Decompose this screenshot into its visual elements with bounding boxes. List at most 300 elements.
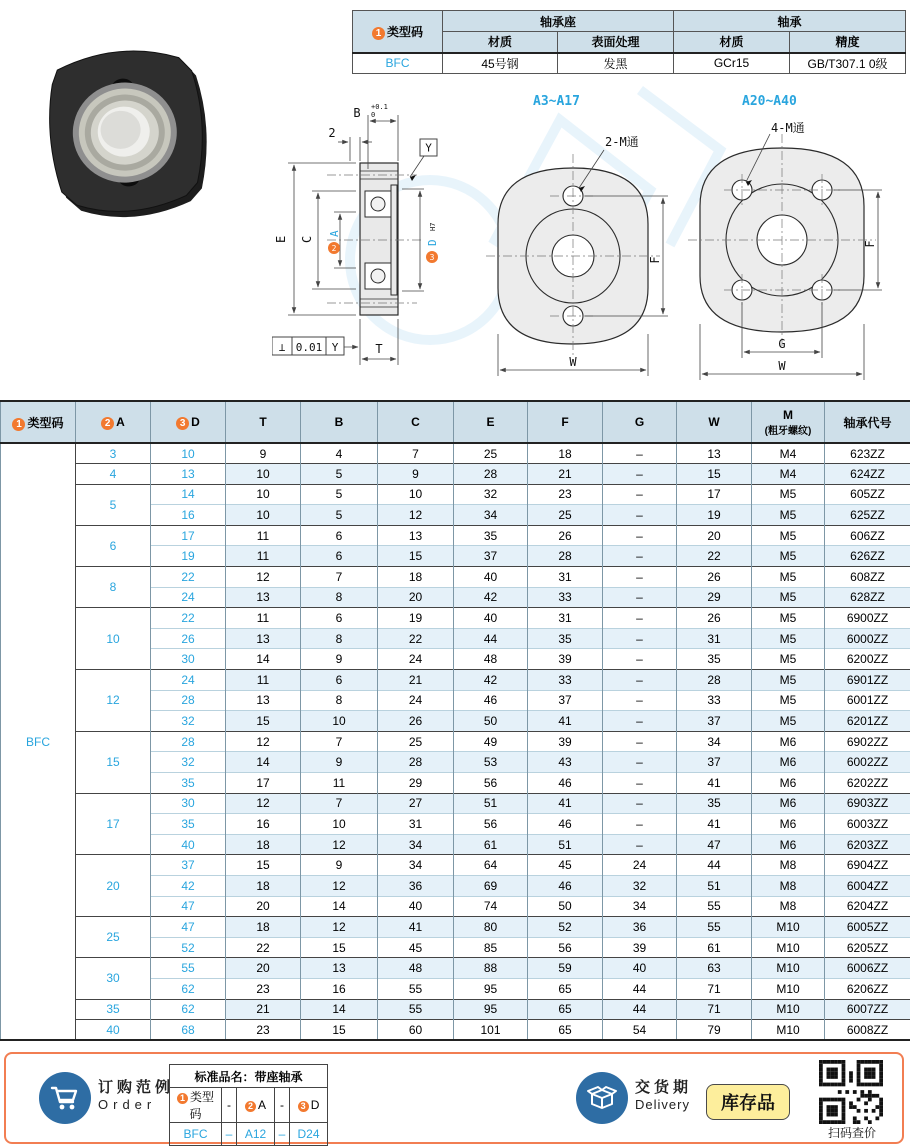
- spec-subheader: 材质: [443, 32, 558, 53]
- d-value-cell: 28: [151, 690, 226, 711]
- table-cell: 12: [301, 875, 378, 896]
- front-view-small-drawing: [478, 128, 678, 390]
- a-value-cell: 20: [76, 855, 151, 917]
- d-value-cell: 13: [151, 464, 226, 485]
- table-cell: M6: [752, 834, 825, 855]
- table-cell: 35: [454, 525, 528, 546]
- table-row: [1, 443, 910, 464]
- d-value-cell: 30: [151, 793, 226, 814]
- table-cell: M8: [752, 875, 825, 896]
- badge-1-icon: 1: [372, 27, 385, 40]
- d-value-cell: 14: [151, 484, 226, 505]
- table-cell: 10: [301, 814, 378, 835]
- table-cell: 8: [301, 628, 378, 649]
- column-header: 轴承代号: [825, 401, 910, 443]
- spec-subheader: 材质: [674, 32, 790, 53]
- dim-C-label: C: [300, 235, 314, 243]
- a-value-cell: 6: [76, 525, 151, 566]
- table-cell: 13: [226, 690, 301, 711]
- table-cell: 9: [378, 464, 454, 485]
- table-cell: 6005ZZ: [825, 917, 910, 938]
- table-cell: 11: [301, 773, 378, 794]
- table-cell: 27: [378, 793, 454, 814]
- table-cell: 24: [378, 690, 454, 711]
- table-cell: 52: [528, 917, 603, 938]
- table-cell: 44: [454, 628, 528, 649]
- table-cell: 6201ZZ: [825, 711, 910, 732]
- table-cell: M10: [752, 958, 825, 979]
- table-row: [1, 917, 910, 938]
- qr-code[interactable]: [819, 1060, 883, 1124]
- d-value-cell: 68: [151, 1020, 226, 1041]
- table-cell: 59: [528, 958, 603, 979]
- footer-box: [4, 1052, 904, 1144]
- table-cell: 5: [301, 484, 378, 505]
- tolerance-frame: [272, 337, 344, 355]
- table-cell: 623ZZ: [825, 443, 910, 464]
- table-cell: 45: [378, 937, 454, 958]
- order-table-header: [170, 1088, 328, 1123]
- dim-W-label: W: [778, 359, 786, 373]
- table-row: [1, 525, 910, 546]
- table-cell: 10: [378, 484, 454, 505]
- table-cell: 10: [226, 464, 301, 485]
- column-header: 2 A: [76, 401, 151, 443]
- spec-value: GB/T307.1 0级: [790, 53, 906, 74]
- column-header: F: [528, 401, 603, 443]
- table-cell: 31: [378, 814, 454, 835]
- badge-3-icon: 3: [176, 417, 189, 430]
- table-cell: 6902ZZ: [825, 731, 910, 752]
- d-value-cell: 52: [151, 937, 226, 958]
- table-cell: M5: [752, 484, 825, 505]
- table-cell: 34: [603, 896, 677, 917]
- delivery-box-icon: [576, 1072, 628, 1124]
- table-cell: 626ZZ: [825, 546, 910, 567]
- spec-table: [352, 10, 906, 74]
- table-cell: 25: [378, 731, 454, 752]
- table-cell: 40: [454, 608, 528, 629]
- table-cell: 8: [301, 587, 378, 608]
- table-cell: 65: [528, 999, 603, 1020]
- a-value-cell: 5: [76, 484, 151, 525]
- d-value-cell: 10: [151, 443, 226, 464]
- d-value-cell: 32: [151, 752, 226, 773]
- table-cell: 34: [454, 505, 528, 526]
- table-cell: 39: [603, 937, 677, 958]
- table-cell: 64: [454, 855, 528, 876]
- table-cell: M5: [752, 546, 825, 567]
- table-cell: 35: [677, 649, 752, 670]
- table-cell: 37: [454, 546, 528, 567]
- table-cell: 9: [301, 855, 378, 876]
- table-cell: 60: [378, 1020, 454, 1041]
- table-cell: 10: [226, 484, 301, 505]
- table-cell: 34: [378, 855, 454, 876]
- cart-icon: [39, 1072, 91, 1124]
- table-cell: 37: [528, 690, 603, 711]
- table-cell: 18: [528, 443, 603, 464]
- spec-subheader: 精度: [790, 32, 906, 53]
- column-header: C: [378, 401, 454, 443]
- table-cell: 35: [677, 793, 752, 814]
- table-cell: 9: [301, 649, 378, 670]
- d-value-cell: 22: [151, 567, 226, 588]
- column-header: M (粗牙螺纹): [752, 401, 825, 443]
- order-value: –: [275, 1123, 290, 1146]
- table-cell: 23: [226, 1020, 301, 1041]
- dim-B-tol-lower: 0: [371, 111, 376, 119]
- table-cell: 6901ZZ: [825, 670, 910, 691]
- table-cell: 20: [677, 525, 752, 546]
- table-cell: M10: [752, 999, 825, 1020]
- table-row: [1, 484, 910, 505]
- table-cell: 26: [378, 711, 454, 732]
- table-cell: 65: [528, 1020, 603, 1041]
- table-cell: 61: [677, 937, 752, 958]
- table-cell: 18: [378, 567, 454, 588]
- table-cell: 37: [677, 711, 752, 732]
- range-label-large: A20~A40: [742, 94, 797, 109]
- table-cell: 41: [677, 773, 752, 794]
- table-cell: M5: [752, 711, 825, 732]
- table-cell: M10: [752, 937, 825, 958]
- type-code-cell: BFC: [1, 443, 76, 1040]
- d-value-cell: 62: [151, 978, 226, 999]
- spec-typecode-header: 1 类型码: [353, 11, 443, 53]
- table-cell: 21: [528, 464, 603, 485]
- order-sample-table: [169, 1064, 328, 1146]
- table-row: [1, 1020, 910, 1041]
- cross-section-drawing: [272, 85, 472, 390]
- table-cell: 31: [528, 567, 603, 588]
- table-cell: 41: [528, 711, 603, 732]
- dim-B-label: B: [353, 106, 361, 120]
- table-cell: 31: [528, 608, 603, 629]
- svg-text:Y: Y: [425, 141, 432, 155]
- table-cell: 6002ZZ: [825, 752, 910, 773]
- table-cell: 15: [378, 546, 454, 567]
- table-cell: M5: [752, 567, 825, 588]
- table-cell: 11: [226, 670, 301, 691]
- spec-group-bearing: 轴承: [674, 11, 906, 32]
- table-cell: 628ZZ: [825, 587, 910, 608]
- dim-2-label: 2: [328, 126, 336, 140]
- table-row: [1, 855, 910, 876]
- table-cell: 6000ZZ: [825, 628, 910, 649]
- dim-B-tol-upper: +0.1: [371, 103, 388, 111]
- table-cell: 20: [226, 896, 301, 917]
- table-cell: 44: [603, 999, 677, 1020]
- table-cell: 33: [528, 587, 603, 608]
- table-cell: 29: [677, 587, 752, 608]
- table-cell: –: [603, 484, 677, 505]
- table-row: [1, 464, 910, 485]
- table-cell: 7: [301, 567, 378, 588]
- delivery-title: 交货期 Delivery: [635, 1079, 693, 1112]
- table-cell: 6900ZZ: [825, 608, 910, 629]
- table-cell: M5: [752, 525, 825, 546]
- d-value-cell: 37: [151, 855, 226, 876]
- table-cell: –: [603, 608, 677, 629]
- table-cell: 48: [454, 649, 528, 670]
- table-cell: –: [603, 505, 677, 526]
- table-cell: 74: [454, 896, 528, 917]
- table-cell: 24: [603, 855, 677, 876]
- badge-1-icon: 1: [177, 1093, 188, 1104]
- order-value: A12: [237, 1123, 275, 1146]
- table-cell: 11: [226, 525, 301, 546]
- table-cell: M4: [752, 443, 825, 464]
- table-cell: 95: [454, 978, 528, 999]
- d-value-cell: 55: [151, 958, 226, 979]
- table-cell: 26: [528, 525, 603, 546]
- d-value-cell: 35: [151, 814, 226, 835]
- table-cell: 6008ZZ: [825, 1020, 910, 1041]
- order-title: 订购范例 Order: [98, 1079, 175, 1112]
- table-cell: M8: [752, 896, 825, 917]
- table-cell: 51: [528, 834, 603, 855]
- table-cell: 6204ZZ: [825, 896, 910, 917]
- table-cell: 41: [677, 814, 752, 835]
- dim-D-label: [426, 223, 439, 263]
- table-cell: 34: [378, 834, 454, 855]
- table-cell: –: [603, 731, 677, 752]
- svg-text:2: 2: [331, 244, 337, 253]
- table-cell: 80: [454, 917, 528, 938]
- table-cell: 25: [454, 443, 528, 464]
- table-cell: 51: [677, 875, 752, 896]
- d-value-cell: 32: [151, 711, 226, 732]
- table-cell: –: [603, 773, 677, 794]
- table-cell: 7: [378, 443, 454, 464]
- table-cell: 19: [677, 505, 752, 526]
- table-cell: 14: [226, 752, 301, 773]
- table-cell: 50: [454, 711, 528, 732]
- table-cell: 61: [454, 834, 528, 855]
- table-cell: 605ZZ: [825, 484, 910, 505]
- table-cell: –: [603, 628, 677, 649]
- table-cell: 28: [454, 464, 528, 485]
- table-cell: 65: [528, 978, 603, 999]
- table-cell: 11: [226, 608, 301, 629]
- table-cell: –: [603, 649, 677, 670]
- table-cell: 69: [454, 875, 528, 896]
- table-cell: 53: [454, 752, 528, 773]
- table-cell: 17: [226, 773, 301, 794]
- order-header-cell: -: [275, 1088, 290, 1123]
- table-cell: 6202ZZ: [825, 773, 910, 794]
- svg-text:4-M通: 4-M通: [771, 121, 805, 135]
- column-header: 1 类型码: [1, 401, 76, 443]
- product-photo: [28, 35, 238, 235]
- table-cell: 6: [301, 525, 378, 546]
- table-cell: 39: [528, 731, 603, 752]
- table-cell: M5: [752, 690, 825, 711]
- table-cell: M10: [752, 1020, 825, 1041]
- d-value-cell: 47: [151, 896, 226, 917]
- table-cell: M10: [752, 978, 825, 999]
- column-header: W: [677, 401, 752, 443]
- table-row: [1, 670, 910, 691]
- d-value-cell: 28: [151, 731, 226, 752]
- table-cell: 29: [378, 773, 454, 794]
- table-cell: 6001ZZ: [825, 690, 910, 711]
- stock-button[interactable]: 库存品: [706, 1084, 790, 1120]
- table-cell: 55: [378, 978, 454, 999]
- table-cell: 79: [677, 1020, 752, 1041]
- table-cell: 45: [528, 855, 603, 876]
- d-value-cell: 26: [151, 628, 226, 649]
- order-table-title: 标准品名：带座轴承: [170, 1065, 328, 1088]
- table-cell: 18: [226, 917, 301, 938]
- table-cell: M6: [752, 731, 825, 752]
- table-cell: 55: [378, 999, 454, 1020]
- table-cell: –: [603, 464, 677, 485]
- table-cell: 12: [226, 731, 301, 752]
- dim-F-label: F: [648, 256, 662, 264]
- dim-A-label: [328, 230, 341, 254]
- order-value: D24: [290, 1123, 328, 1146]
- table-cell: 15: [226, 855, 301, 876]
- table-cell: 22: [226, 937, 301, 958]
- table-cell: M4: [752, 464, 825, 485]
- a-value-cell: 25: [76, 917, 151, 958]
- table-cell: 14: [226, 649, 301, 670]
- svg-text:D: D: [426, 239, 439, 246]
- table-cell: 8: [301, 690, 378, 711]
- table-cell: 26: [677, 567, 752, 588]
- order-value: BFC: [170, 1123, 222, 1146]
- table-cell: –: [603, 752, 677, 773]
- table-cell: 36: [378, 875, 454, 896]
- a-value-cell: 17: [76, 793, 151, 855]
- table-cell: –: [603, 525, 677, 546]
- order-value: –: [222, 1123, 237, 1146]
- svg-text:A: A: [328, 230, 341, 237]
- a-value-cell: 3: [76, 443, 151, 464]
- table-cell: 5: [301, 505, 378, 526]
- table-cell: –: [603, 587, 677, 608]
- table-cell: 31: [677, 628, 752, 649]
- table-cell: 6007ZZ: [825, 999, 910, 1020]
- table-cell: M5: [752, 608, 825, 629]
- table-cell: 44: [603, 978, 677, 999]
- table-cell: 42: [454, 670, 528, 691]
- d-value-cell: 19: [151, 546, 226, 567]
- table-cell: 56: [454, 814, 528, 835]
- table-cell: 28: [677, 670, 752, 691]
- table-cell: M8: [752, 855, 825, 876]
- spec-value: 发黑: [558, 53, 674, 74]
- svg-text:Y: Y: [331, 341, 339, 354]
- table-row: [1, 608, 910, 629]
- table-cell: 34: [677, 731, 752, 752]
- dim-G-label: G: [778, 337, 786, 351]
- qr-caption: 扫码查价: [827, 1126, 876, 1140]
- table-cell: 6: [301, 670, 378, 691]
- table-cell: 608ZZ: [825, 567, 910, 588]
- table-cell: 4: [301, 443, 378, 464]
- table-cell: 43: [528, 752, 603, 773]
- table-cell: 47: [677, 834, 752, 855]
- table-cell: 44: [677, 855, 752, 876]
- table-row: [1, 567, 910, 588]
- table-cell: 48: [378, 958, 454, 979]
- badge-3-icon: 3: [298, 1101, 309, 1112]
- table-cell: 6: [301, 546, 378, 567]
- table-row: [1, 793, 910, 814]
- table-cell: 35: [528, 628, 603, 649]
- table-cell: M6: [752, 793, 825, 814]
- table-cell: 20: [226, 958, 301, 979]
- table-cell: 40: [378, 896, 454, 917]
- table-cell: 63: [677, 958, 752, 979]
- table-cell: 18: [226, 875, 301, 896]
- a-value-cell: 30: [76, 958, 151, 999]
- table-cell: 6003ZZ: [825, 814, 910, 835]
- dimension-table: [0, 400, 910, 1041]
- table-cell: 36: [603, 917, 677, 938]
- table-cell: 22: [677, 546, 752, 567]
- table-cell: 7: [301, 731, 378, 752]
- column-header: B: [301, 401, 378, 443]
- table-cell: –: [603, 793, 677, 814]
- dim-F-label: F: [863, 240, 877, 248]
- table-cell: 28: [528, 546, 603, 567]
- a-value-cell: 10: [76, 608, 151, 670]
- table-cell: 12: [301, 834, 378, 855]
- table-row: [1, 958, 910, 979]
- table-cell: 95: [454, 999, 528, 1020]
- table-cell: 12: [226, 567, 301, 588]
- table-cell: 12: [378, 505, 454, 526]
- table-cell: 15: [226, 711, 301, 732]
- a-value-cell: 12: [76, 670, 151, 732]
- table-cell: M10: [752, 917, 825, 938]
- spec-value: GCr15: [674, 53, 790, 74]
- table-cell: M5: [752, 505, 825, 526]
- table-cell: 6205ZZ: [825, 937, 910, 958]
- table-cell: 32: [454, 484, 528, 505]
- table-cell: 13: [378, 525, 454, 546]
- order-header-cell: -: [222, 1088, 237, 1123]
- table-cell: –: [603, 711, 677, 732]
- table-cell: 101: [454, 1020, 528, 1041]
- table-cell: 16: [226, 814, 301, 835]
- column-header: T: [226, 401, 301, 443]
- table-cell: 37: [677, 752, 752, 773]
- table-cell: 23: [226, 978, 301, 999]
- table-cell: 9: [301, 752, 378, 773]
- table-cell: 42: [454, 587, 528, 608]
- a-value-cell: 4: [76, 464, 151, 485]
- table-cell: 13: [226, 628, 301, 649]
- table-cell: 15: [301, 1020, 378, 1041]
- table-cell: 33: [528, 670, 603, 691]
- column-header: G: [603, 401, 677, 443]
- table-cell: 625ZZ: [825, 505, 910, 526]
- table-cell: 55: [677, 917, 752, 938]
- table-cell: 21: [378, 670, 454, 691]
- table-cell: 88: [454, 958, 528, 979]
- table-cell: 10: [301, 711, 378, 732]
- table-cell: 24: [378, 649, 454, 670]
- table-cell: 6006ZZ: [825, 958, 910, 979]
- table-cell: M6: [752, 773, 825, 794]
- svg-text:3: 3: [429, 253, 435, 262]
- table-cell: –: [603, 690, 677, 711]
